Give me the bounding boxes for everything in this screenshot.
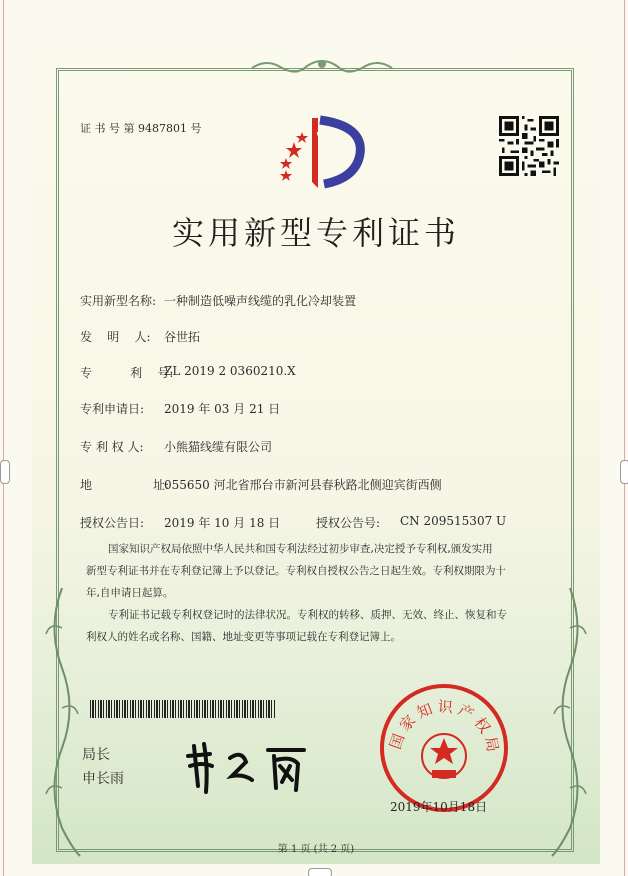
paragraph-line: 新型专利证书并在专利登记簿上予以登记。专利权自授权公告之日起生效。专利权期限为十	[86, 565, 506, 577]
director-signature-icon	[180, 736, 320, 796]
certificate-number-value: 9487801	[138, 122, 187, 135]
grant-date-label: 授权公告日:	[80, 516, 145, 530]
certificate-title: 实用新型专利证书	[171, 214, 460, 252]
right-vine-ornament-icon	[550, 588, 590, 858]
filing-date-label: 专利申请日:	[80, 402, 145, 416]
director-title: 局长	[82, 747, 110, 763]
cnipa-logo-icon	[272, 112, 368, 192]
inventor-value: 谷世拓	[164, 330, 201, 344]
left-margin-line	[3, 0, 4, 876]
address-label: 地 址:	[80, 478, 170, 492]
grant-date-value: 2019 年 10 月 18 日	[164, 516, 281, 530]
paragraph-line: 专利证书记载专利权登记时的法律状况。专利权的转移、质押、无效、终止、恢复和专	[108, 609, 507, 621]
utility-name-label: 实用新型名称:	[80, 294, 157, 308]
inventor-label: 发 明 人:	[80, 330, 151, 344]
certificate-number-label: 证 书 号 第	[80, 122, 135, 135]
grant-statement	[86, 538, 556, 648]
page-indicator: 第 1 页 (共 2 页)	[277, 844, 355, 855]
right-resize-handle[interactable]	[620, 460, 628, 484]
left-resize-handle[interactable]	[0, 460, 10, 484]
utility-name-value: 一种制造低噪声线缆的乳化冷却装置	[164, 294, 357, 308]
top-ornament-icon	[247, 56, 397, 76]
barcode	[90, 700, 276, 718]
grant-number-label: 授权公告号:	[316, 516, 381, 530]
paragraph-line: 利权人的姓名或名称、国籍、地址变更等事项记载在专利登记簿上。	[86, 631, 401, 643]
right-margin-line	[624, 0, 625, 876]
patentee-label: 专 利 权 人:	[80, 440, 144, 454]
certificate-number	[80, 120, 202, 136]
certificate-number-suffix: 号	[190, 122, 202, 135]
svg-text:国家知识产权局: 国家知识产权局	[386, 697, 503, 758]
qr-code-icon	[499, 116, 559, 176]
patent-number-value: ZL 2019 2 0360210.X	[164, 364, 296, 378]
bottom-resize-handle[interactable]	[308, 868, 332, 876]
patent-number-label: 专 利 号:	[80, 366, 174, 380]
filing-date-value: 2019 年 03 月 21 日	[164, 402, 281, 416]
official-seal-icon	[378, 682, 510, 814]
paragraph-line: 国家知识产权局依照中华人民共和国专利法经过初步审查,决定授予专利权,颁发实用	[108, 543, 493, 555]
patentee-value: 小熊猫线缆有限公司	[164, 440, 273, 454]
certificate-sheet	[32, 28, 600, 864]
director-name: 申长雨	[82, 771, 124, 787]
paragraph-line: 年,自申请日起算。	[86, 587, 174, 599]
address-value: 055650 河北省邢台市新河县春秋路北侧迎宾街西侧	[164, 478, 442, 492]
seal-date: 2019年10月18日	[390, 800, 488, 814]
grant-number-value: CN 209515307 U	[400, 514, 507, 528]
left-vine-ornament-icon	[42, 588, 82, 858]
